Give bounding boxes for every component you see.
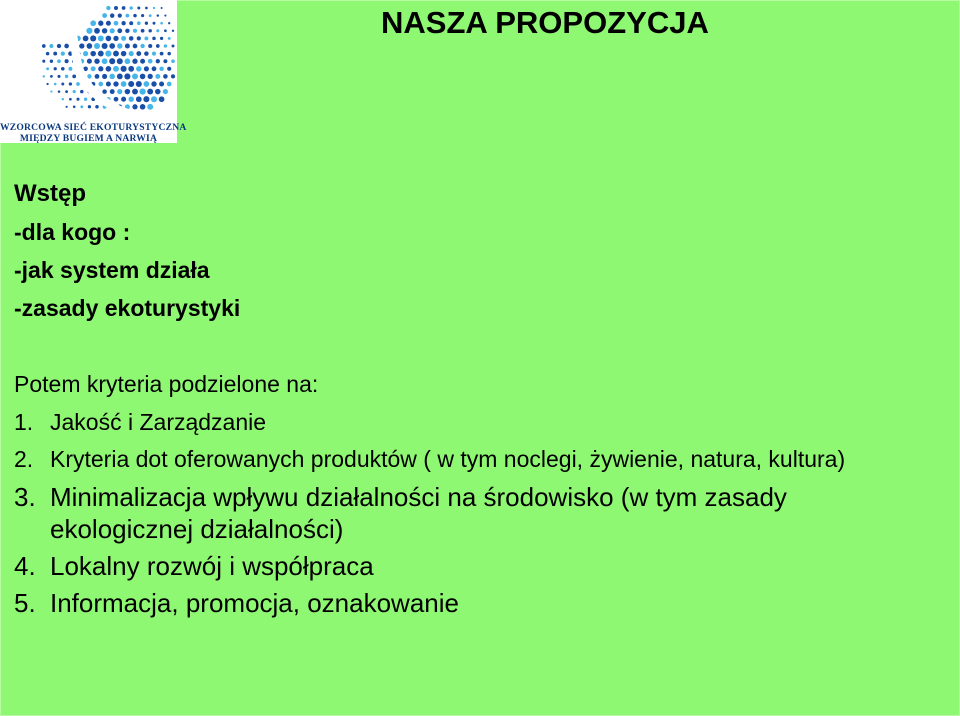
- logo-dot: [49, 44, 53, 48]
- logo-dot: [105, 51, 111, 57]
- logo-dot: [141, 29, 145, 33]
- logo-dot: [50, 91, 52, 93]
- logo-dot: [129, 36, 134, 41]
- logo-dot: [171, 59, 175, 63]
- logo-dot: [168, 37, 171, 40]
- logo-dot: [161, 7, 163, 9]
- logo-dot: [171, 74, 175, 78]
- logo-dot: [130, 6, 133, 9]
- logo-dot: [156, 44, 160, 48]
- criteria-item: [14, 444, 934, 474]
- criteria-item-text: Informacja, promocja, oznakowanie: [50, 588, 459, 618]
- logo-dot: [80, 105, 83, 108]
- logo-dot: [57, 44, 61, 48]
- logo-dot: [90, 51, 96, 57]
- logo-dot: [121, 81, 127, 87]
- logo-dot: [117, 58, 123, 64]
- criteria-item: [14, 587, 934, 619]
- logo-dot: [98, 66, 103, 71]
- page-title: NASZA PROPOZYCJA: [381, 5, 709, 40]
- criteria-list-b: [14, 481, 934, 619]
- logo-dot: [121, 21, 125, 25]
- intro-item: -jak system działa: [14, 257, 210, 283]
- logo-dot: [148, 29, 151, 32]
- logo-dot: [61, 67, 65, 71]
- logo-dot: [136, 81, 142, 87]
- logo-dot: [65, 106, 67, 108]
- logo-dot: [171, 44, 174, 47]
- logo-dot: [46, 83, 48, 85]
- logo-dot: [136, 96, 142, 102]
- logo-dot: [102, 13, 107, 18]
- logo-dot: [117, 28, 122, 33]
- logo-dot: [149, 14, 152, 17]
- logo-dot: [113, 66, 119, 72]
- logo-dot: [144, 51, 149, 56]
- logo-dot: [159, 81, 164, 86]
- logo-dot: [64, 44, 69, 49]
- logo: [0, 0, 187, 144]
- criteria-lead: Potem kryteria podzielone na:: [14, 371, 319, 397]
- logo-dot: [148, 59, 153, 64]
- logo-dot: [95, 105, 99, 109]
- criteria-item: [14, 550, 934, 582]
- logo-dot: [147, 104, 153, 110]
- logo-dot: [153, 7, 155, 9]
- logo-dot: [76, 82, 80, 86]
- logo-dot: [136, 66, 141, 71]
- logo-dot: [137, 36, 141, 40]
- logo-dot: [159, 96, 165, 102]
- logo-dot: [110, 28, 115, 33]
- logo-dot: [145, 22, 148, 25]
- logo-dot: [156, 59, 160, 63]
- logo-dot: [53, 52, 57, 56]
- logo-dot: [156, 29, 159, 32]
- logo-dot: [152, 52, 156, 56]
- logo-dot: [113, 51, 119, 57]
- logo-dot: [132, 89, 138, 95]
- logo-dot: [102, 58, 108, 64]
- logo-dot: [117, 43, 122, 48]
- logo-dot: [148, 44, 152, 48]
- logo-dot: [114, 6, 118, 10]
- logo-dot: [121, 51, 127, 57]
- logo-dot: [102, 43, 108, 49]
- logo-dot: [157, 14, 159, 16]
- logo-dot: [141, 14, 144, 17]
- logo-dot: [50, 60, 53, 63]
- logo-line-1: WZORCOWA SIEĆ EKOTURYSTYCZNA: [0, 122, 187, 133]
- logo-dot: [168, 22, 170, 24]
- logo-line-2: MIĘDZY BUGIEM A NARWIĄ: [19, 133, 158, 144]
- intro-item: -dla kogo :: [14, 219, 131, 245]
- logo-dot: [148, 74, 153, 79]
- logo-dot: [109, 58, 115, 64]
- logo-dot: [94, 28, 100, 34]
- logo-dot: [62, 98, 64, 100]
- logo-dot-field: [42, 6, 175, 110]
- criteria-item-number: 2.: [14, 446, 34, 472]
- logo-dot: [121, 66, 127, 72]
- logo-dot: [125, 43, 130, 48]
- logo-dot: [65, 75, 68, 78]
- logo-dot: [144, 81, 150, 87]
- logo-dot: [102, 89, 107, 94]
- logo-dot: [140, 59, 145, 64]
- logo-dot: [109, 43, 115, 49]
- logo-dot: [106, 6, 110, 10]
- logo-dot: [125, 14, 129, 18]
- logo-dot: [151, 96, 157, 102]
- logo-dot: [98, 51, 104, 57]
- logo-dot: [118, 14, 122, 18]
- logo-dot: [79, 43, 84, 48]
- logo-dot: [152, 66, 157, 71]
- intro-heading: Wstęp: [14, 180, 86, 207]
- logo-dot: [42, 60, 45, 63]
- criteria-item-number: 5.: [14, 588, 36, 618]
- logo-dot: [95, 74, 100, 79]
- logo-dot: [153, 22, 156, 25]
- logo-dot: [83, 51, 88, 56]
- logo-dot: [109, 74, 114, 79]
- logo-dot: [87, 43, 93, 49]
- logo-dot: [46, 52, 50, 56]
- logo-dot: [106, 66, 112, 72]
- logo-dot: [164, 29, 167, 32]
- logo-dot: [122, 6, 126, 10]
- logo-dot: [167, 52, 171, 56]
- criteria-item: [14, 481, 934, 545]
- logo-dot: [155, 89, 161, 95]
- criteria-item: [14, 407, 934, 437]
- logo-dot: [46, 67, 49, 70]
- logo-dot: [58, 90, 61, 93]
- criteria-item-number: 1.: [14, 409, 34, 435]
- logo-dot: [160, 37, 163, 40]
- logo-dot: [57, 59, 61, 63]
- logo-dot: [72, 75, 76, 79]
- intro-item: -zasady ekoturystyki: [14, 295, 241, 321]
- logo-dot: [128, 66, 134, 72]
- logo-dot: [117, 74, 123, 80]
- logo-dot: [114, 97, 119, 102]
- logo-dot: [129, 51, 134, 56]
- logo-dot: [69, 82, 72, 85]
- logo-dot: [94, 43, 100, 49]
- logo-dot: [121, 97, 126, 102]
- logo-dot: [68, 67, 72, 71]
- logo-dot: [140, 74, 146, 80]
- criteria-item-text: Minimalizacja wpływu działalności na środowisko (w tym zasady ekologicznej działalności): [50, 482, 787, 544]
- logo-dot: [164, 15, 166, 17]
- logo-dot: [140, 89, 146, 95]
- logo-dot: [167, 82, 172, 87]
- logo-dot: [163, 89, 168, 94]
- logo-dot: [73, 90, 76, 93]
- logo-dot: [163, 59, 167, 63]
- logo-dot: [155, 74, 160, 79]
- logo-dot: [160, 22, 163, 25]
- logo-dot: [76, 98, 79, 101]
- logo-dot: [83, 36, 89, 42]
- logo-dot: [110, 89, 115, 94]
- logo-dot: [90, 20, 96, 26]
- logo-dot: [61, 52, 65, 56]
- logo-dot: [133, 14, 137, 18]
- logo-dot: [143, 96, 149, 102]
- criteria-item-number: 4.: [14, 551, 36, 581]
- logo-mark-icon: [0, 0, 177, 122]
- logo-dot: [57, 75, 60, 78]
- logo-dot: [147, 89, 153, 95]
- logo-dot: [73, 106, 76, 109]
- logo-dot: [90, 35, 96, 41]
- logo-dot: [106, 36, 112, 42]
- logo-dot: [129, 21, 133, 25]
- logo-dot: [98, 21, 103, 26]
- criteria-item-number: 3.: [14, 482, 36, 512]
- logo-dot: [133, 44, 138, 49]
- logo-dot: [80, 90, 84, 94]
- logo-dot: [132, 104, 137, 109]
- logo-dot: [151, 81, 156, 86]
- logo-dot: [133, 29, 137, 33]
- logo-dot: [132, 73, 138, 79]
- logo-dot: [113, 36, 118, 41]
- logo-dot: [98, 82, 103, 87]
- logo-dot: [159, 67, 163, 71]
- logo-dot: [145, 7, 148, 10]
- logo-dot: [124, 73, 130, 79]
- logo-dot: [42, 44, 46, 48]
- logo-dot: [65, 90, 68, 93]
- logo-dot: [117, 89, 122, 94]
- criteria-item-text: Lokalny rozwój i współpraca: [50, 551, 374, 581]
- logo-dot: [125, 29, 129, 33]
- logo-dot: [87, 59, 92, 64]
- logo-dot: [65, 59, 69, 63]
- logo-dot: [106, 21, 111, 26]
- logo-dot: [69, 98, 72, 101]
- logo-dot: [98, 35, 104, 41]
- logo-dot: [43, 75, 45, 77]
- criteria-section: [14, 369, 934, 624]
- intro-section: [14, 179, 240, 331]
- logo-dot: [54, 83, 57, 86]
- logo-dot: [144, 36, 148, 40]
- logo-dot: [137, 21, 141, 25]
- logo-dot: [125, 58, 131, 64]
- logo-dot: [164, 44, 167, 47]
- logo-dot: [102, 74, 107, 79]
- criteria-list-a: [14, 407, 934, 474]
- logo-dot: [121, 36, 126, 41]
- logo-dot: [140, 104, 146, 110]
- logo-dot: [132, 59, 137, 64]
- logo-dot: [140, 44, 144, 48]
- logo-dot: [163, 74, 168, 79]
- logo-dot: [88, 105, 91, 108]
- logo-dot: [128, 81, 134, 87]
- logo-dot: [167, 67, 171, 71]
- logo-dot: [129, 97, 134, 102]
- logo-dot: [61, 83, 64, 86]
- logo-dot: [113, 81, 118, 86]
- logo-dot: [152, 37, 156, 41]
- logo-dot: [110, 13, 115, 18]
- logo-dot: [94, 59, 99, 64]
- criteria-item-text: Jakość i Zarządzanie: [50, 409, 267, 435]
- logo-dot: [114, 21, 119, 26]
- logo-dot: [136, 51, 141, 56]
- logo-dot: [137, 6, 140, 9]
- logo-dot: [86, 28, 92, 34]
- logo-dot: [91, 66, 96, 71]
- logo-dot: [125, 89, 131, 95]
- criteria-item-text: Kryteria dot oferowanych produktów ( w tym noclegi, żywienie, natura, kultura): [50, 446, 846, 472]
- logo-dot: [144, 66, 149, 71]
- logo-dot: [84, 98, 87, 101]
- logo-dot: [160, 52, 164, 56]
- logo-dot: [50, 75, 53, 78]
- logo-dot: [102, 28, 107, 33]
- logo-dot: [172, 30, 174, 32]
- logo-dot: [54, 67, 57, 70]
- logo-dot: [106, 82, 111, 87]
